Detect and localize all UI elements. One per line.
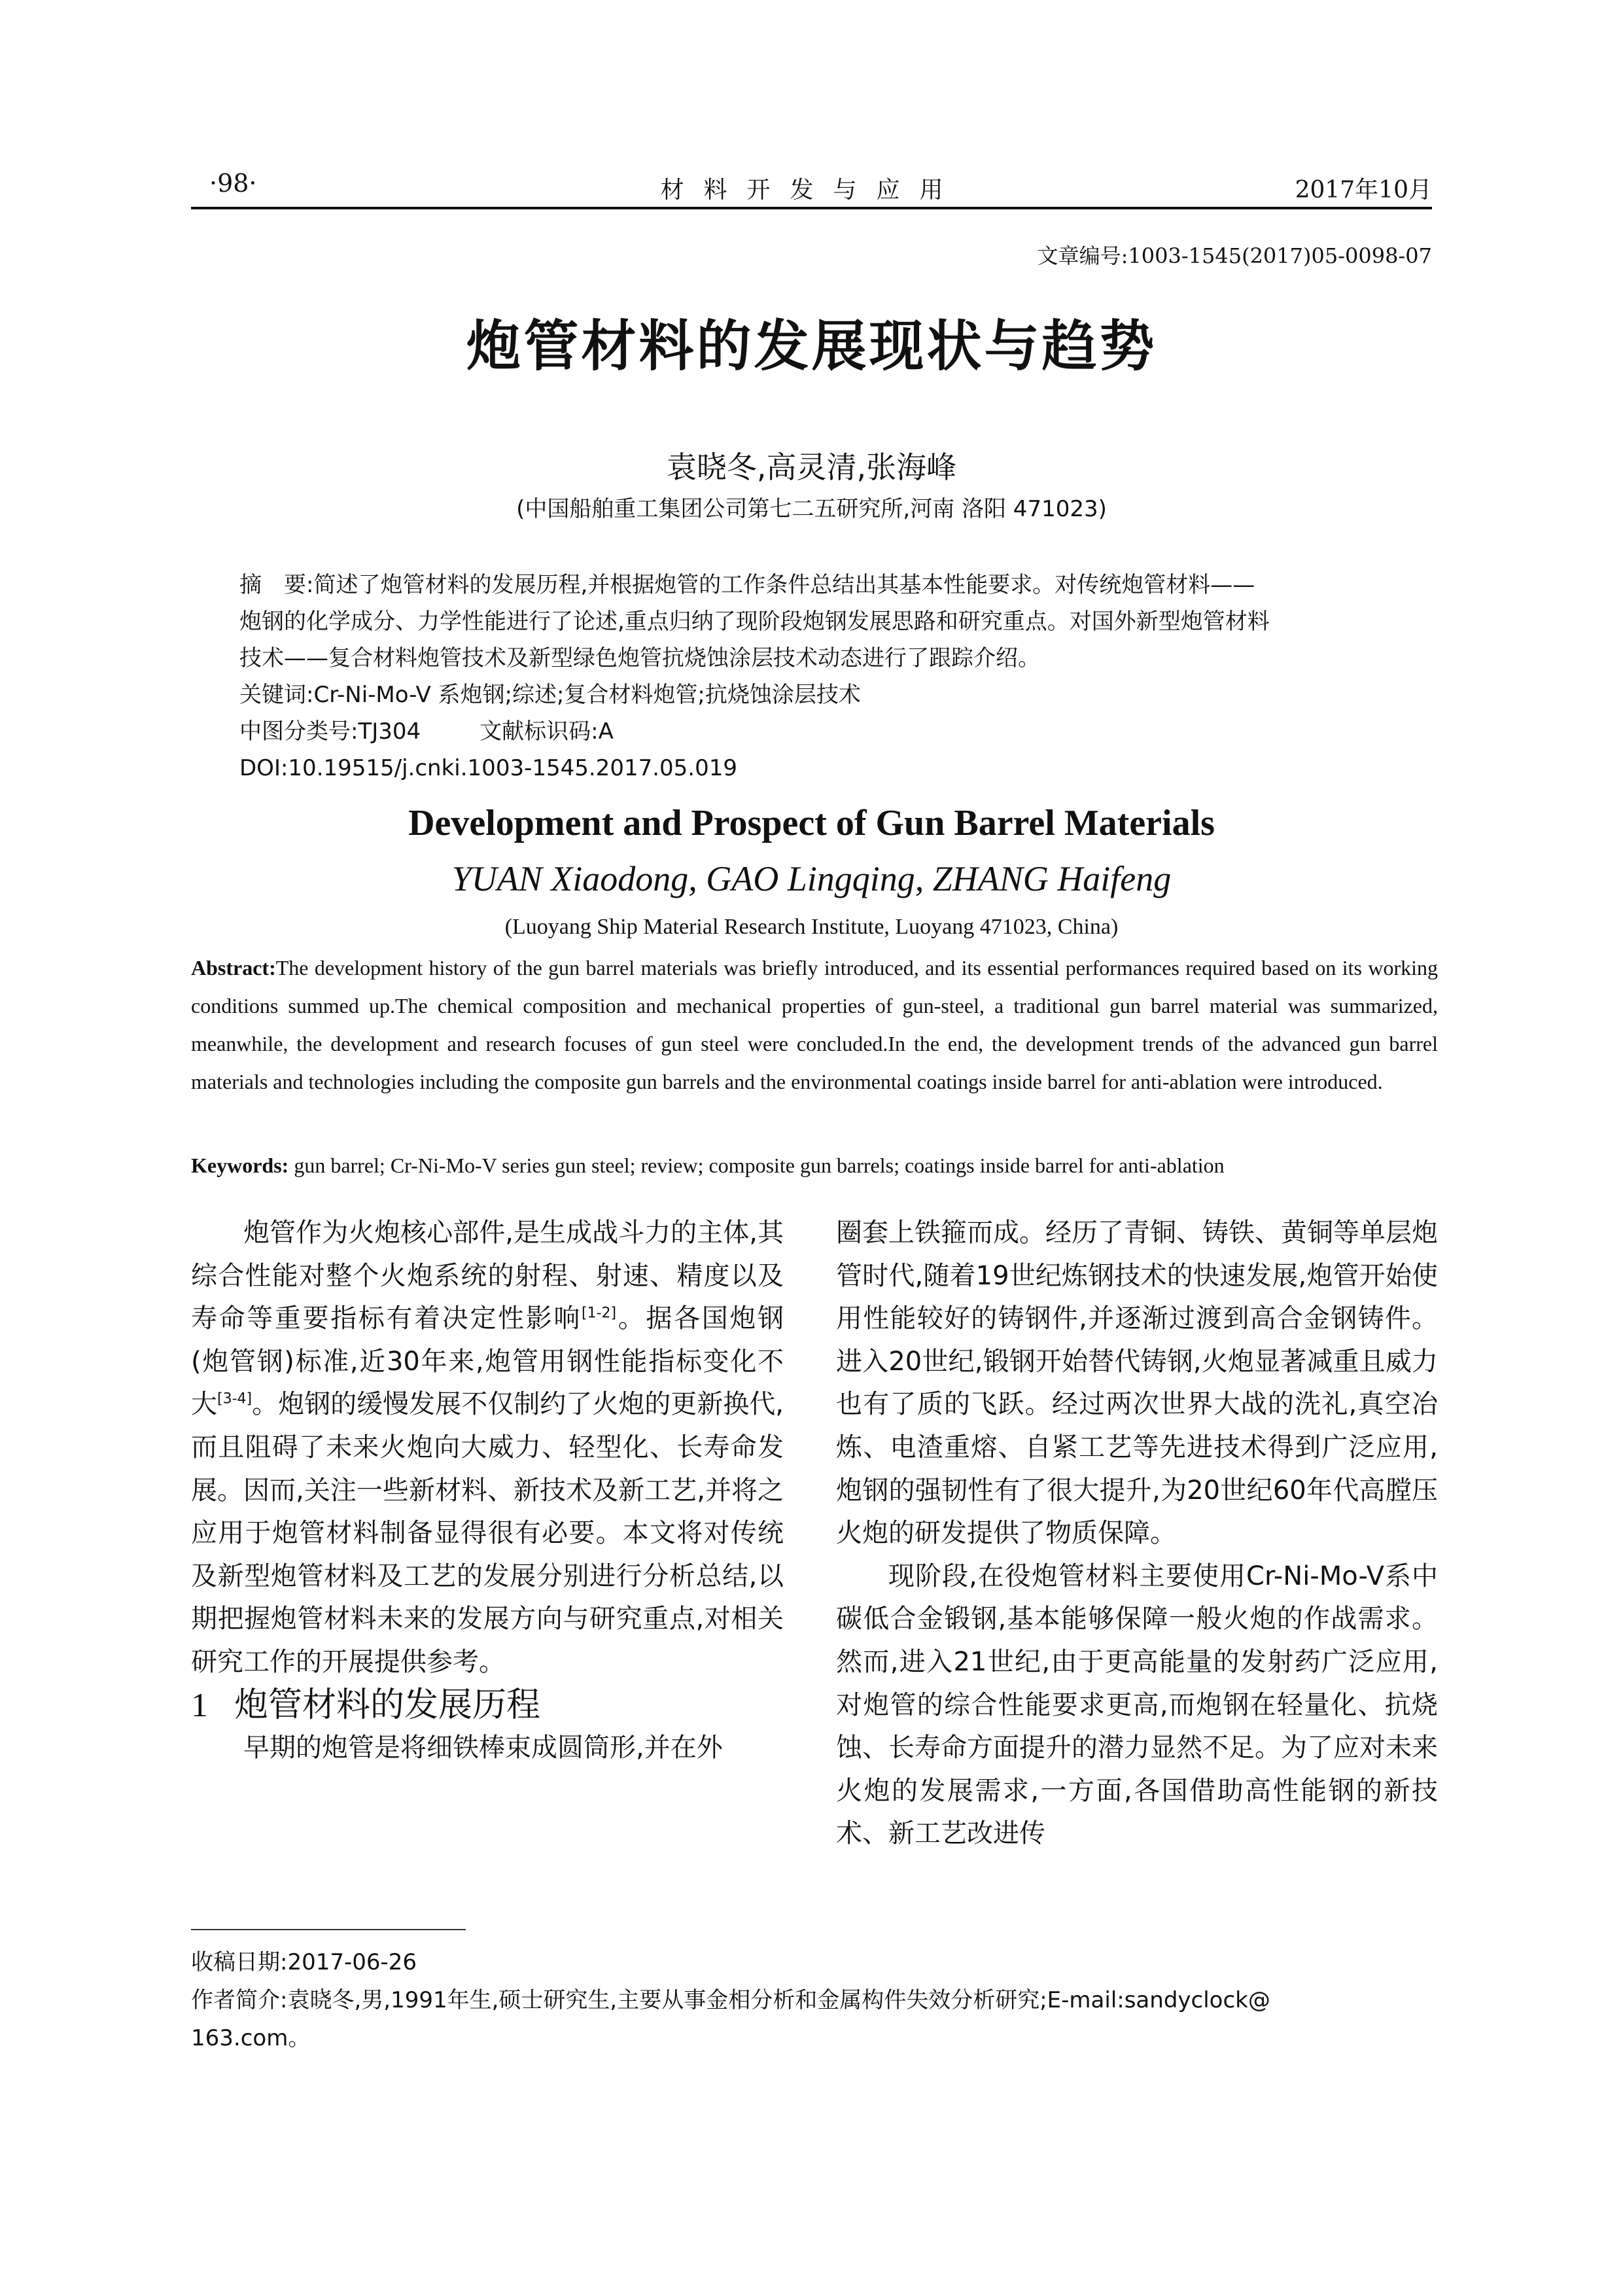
classification-row	[239, 713, 1423, 750]
keywords-cn: 关键词:Cr-Ni-Mo-V 系炮钢;综述;复合材料炮管;抗烧蚀涂层技术	[239, 682, 861, 708]
article-number: 文章编号:1003-1545(2017)05-0098-07	[1037, 243, 1432, 268]
section-heading	[191, 1684, 784, 1727]
section-number: 1	[191, 1686, 208, 1724]
body-left-column	[191, 1212, 784, 1770]
citation: [1-2]	[582, 1305, 617, 1322]
authors: 袁晓冬,高灵清,张海峰	[666, 450, 957, 485]
intro-text-a: 炮管作为火炮核心部件,是生成战斗力的主体,其综合性能对整个火炮系统的射程、射速、精度以及寿命等重要指标有着决定性影响	[191, 1218, 784, 1334]
abstract-label: Abstract:	[191, 956, 276, 980]
footnote-rule	[191, 1929, 466, 1930]
affiliation: (中国船舶重工集团公司第七二五研究所,河南 洛阳 471023)	[516, 496, 1107, 522]
issue-date: 2017年10月	[1295, 177, 1432, 203]
abstract-line: 技术——复合材料炮管技术及新型绿色炮管抗烧蚀涂层技术动态进行了跟踪介绍。	[239, 645, 1040, 671]
paragraph-current: 现阶段,在役炮管材料主要使用Cr-Ni-Mo-V系中碳低合金锻钢,基本能够保障一般火炮的作战需求。然而,进入21世纪,由于更高能量的发射药广泛应用,对炮管的综合性能要求更高,而炮钢在轻量化、抗烧蚀、长寿命方面提升的潜力显然不足。为了应对未来火炮的发展需求,一方面,各国借助高性能钢的新技术、新工艺改进传	[836, 1561, 1438, 1849]
abstract-line: 摘 要:简述了炮管材料的发展历程,并根据炮管的工作条件总结出其基本性能要求。对传统炮管材料——	[239, 572, 1255, 598]
section-title: 炮管材料的发展历程	[234, 1685, 541, 1725]
body-right-column	[836, 1212, 1438, 1856]
paper-title: 炮管材料的发展现状与趋势	[466, 314, 1157, 378]
english-authors: YUAN Xiaodong, GAO Lingqing, ZHANG Haifeng	[451, 859, 1172, 898]
english-affiliation: (Luoyang Ship Material Research Institute, Luoyang 471023, China)	[504, 915, 1119, 939]
keywords-label: Keywords:	[191, 1154, 289, 1177]
paragraph-history-start: 早期的炮管是将细铁棒束成圆筒形,并在外	[243, 1733, 723, 1763]
clc-number: 中图分类号:TJ304	[239, 718, 421, 745]
header-rule	[191, 207, 1432, 209]
abstract-text: The development history of the gun barrel materials was briefly introduced, and its essential performances required based on its working conditions summed up.The chemical composition and mechanical properties of gun-steel, a traditional gun barrel material was summarized, meanwhile, the development and research focuses of gun steel were concluded.In the end, the development trends of the advanced gun barrel materials and technologies including the composite gun barrels and the environmental coatings inside barrel for anti-ablation were introduced.	[191, 956, 1438, 1093]
chinese-abstract-block	[239, 567, 1423, 786]
journal-name: 材料开发与应用	[660, 177, 963, 203]
footnote	[191, 1943, 1438, 2057]
citation: [3-4]	[217, 1391, 253, 1408]
doi: DOI:10.19515/j.cnki.1003-1545.2017.05.019	[239, 755, 737, 781]
paragraph-intro	[191, 1212, 784, 1684]
received-date: 收稿日期:2017-06-26	[191, 1949, 417, 1975]
intro-text-c: 。炮钢的缓慢发展不仅制约了火炮的更新换代,而且阻碍了未来火炮向大威力、轻型化、长寿命发展。因而,关注一些新材料、新技术及新工艺,并将之应用于炮管材料制备显得很有必要。本文将对传统及新型炮管材料及工艺的发展分别进行分析总结,以期把握炮管材料未来的发展方向与研究重点,对相关研究工作的开展提供参考。	[191, 1389, 784, 1677]
intro-text-b: 。据各国炮钢(炮管钢)标准,近30年来,炮管用钢性能指标变化不大	[191, 1303, 784, 1420]
abstract-line: 炮钢的化学成分、力学性能进行了论述,重点归纳了现阶段炮钢发展思路和研究重点。对国外新型炮管材料	[239, 609, 1270, 635]
english-title: Development and Prospect of Gun Barrel Materials	[408, 803, 1215, 843]
author-bio: 作者简介:袁晓冬,男,1991年生,硕士研究生,主要从事金相分析和金属构件失效分析研究;E-mail:sandyclock@	[191, 1987, 1270, 2013]
document-code: 文献标识码:A	[480, 718, 614, 745]
author-bio-cont: 163.com。	[191, 2025, 311, 2051]
paragraph-history-cont: 圈套上铁箍而成。经历了青铜、铸铁、黄铜等单层炮管时代,随着19世纪炼钢技术的快速发展,炮管开始使用性能较好的铸钢件,并逐渐过渡到高合金钢铸件。进入20世纪,锻钢开始替代铸钢,火炮显著减重且威力也有了质的飞跃。经过两次世界大战的洗礼,真空冶炼、电渣重熔、自紧工艺等先进技术得到广泛应用,炮钢的强韧性有了很大提升,为20世纪60年代高膛压火炮的研发提供了物质保障。	[836, 1218, 1438, 1549]
english-keywords	[191, 1146, 1438, 1184]
english-abstract	[191, 949, 1438, 1101]
page-number: ·98·	[209, 169, 257, 198]
keywords-text: gun barrel; Cr-Ni-Mo-V series gun steel; review; composite gun barrels; coatings inside barrel for anti-ablation	[294, 1154, 1225, 1177]
